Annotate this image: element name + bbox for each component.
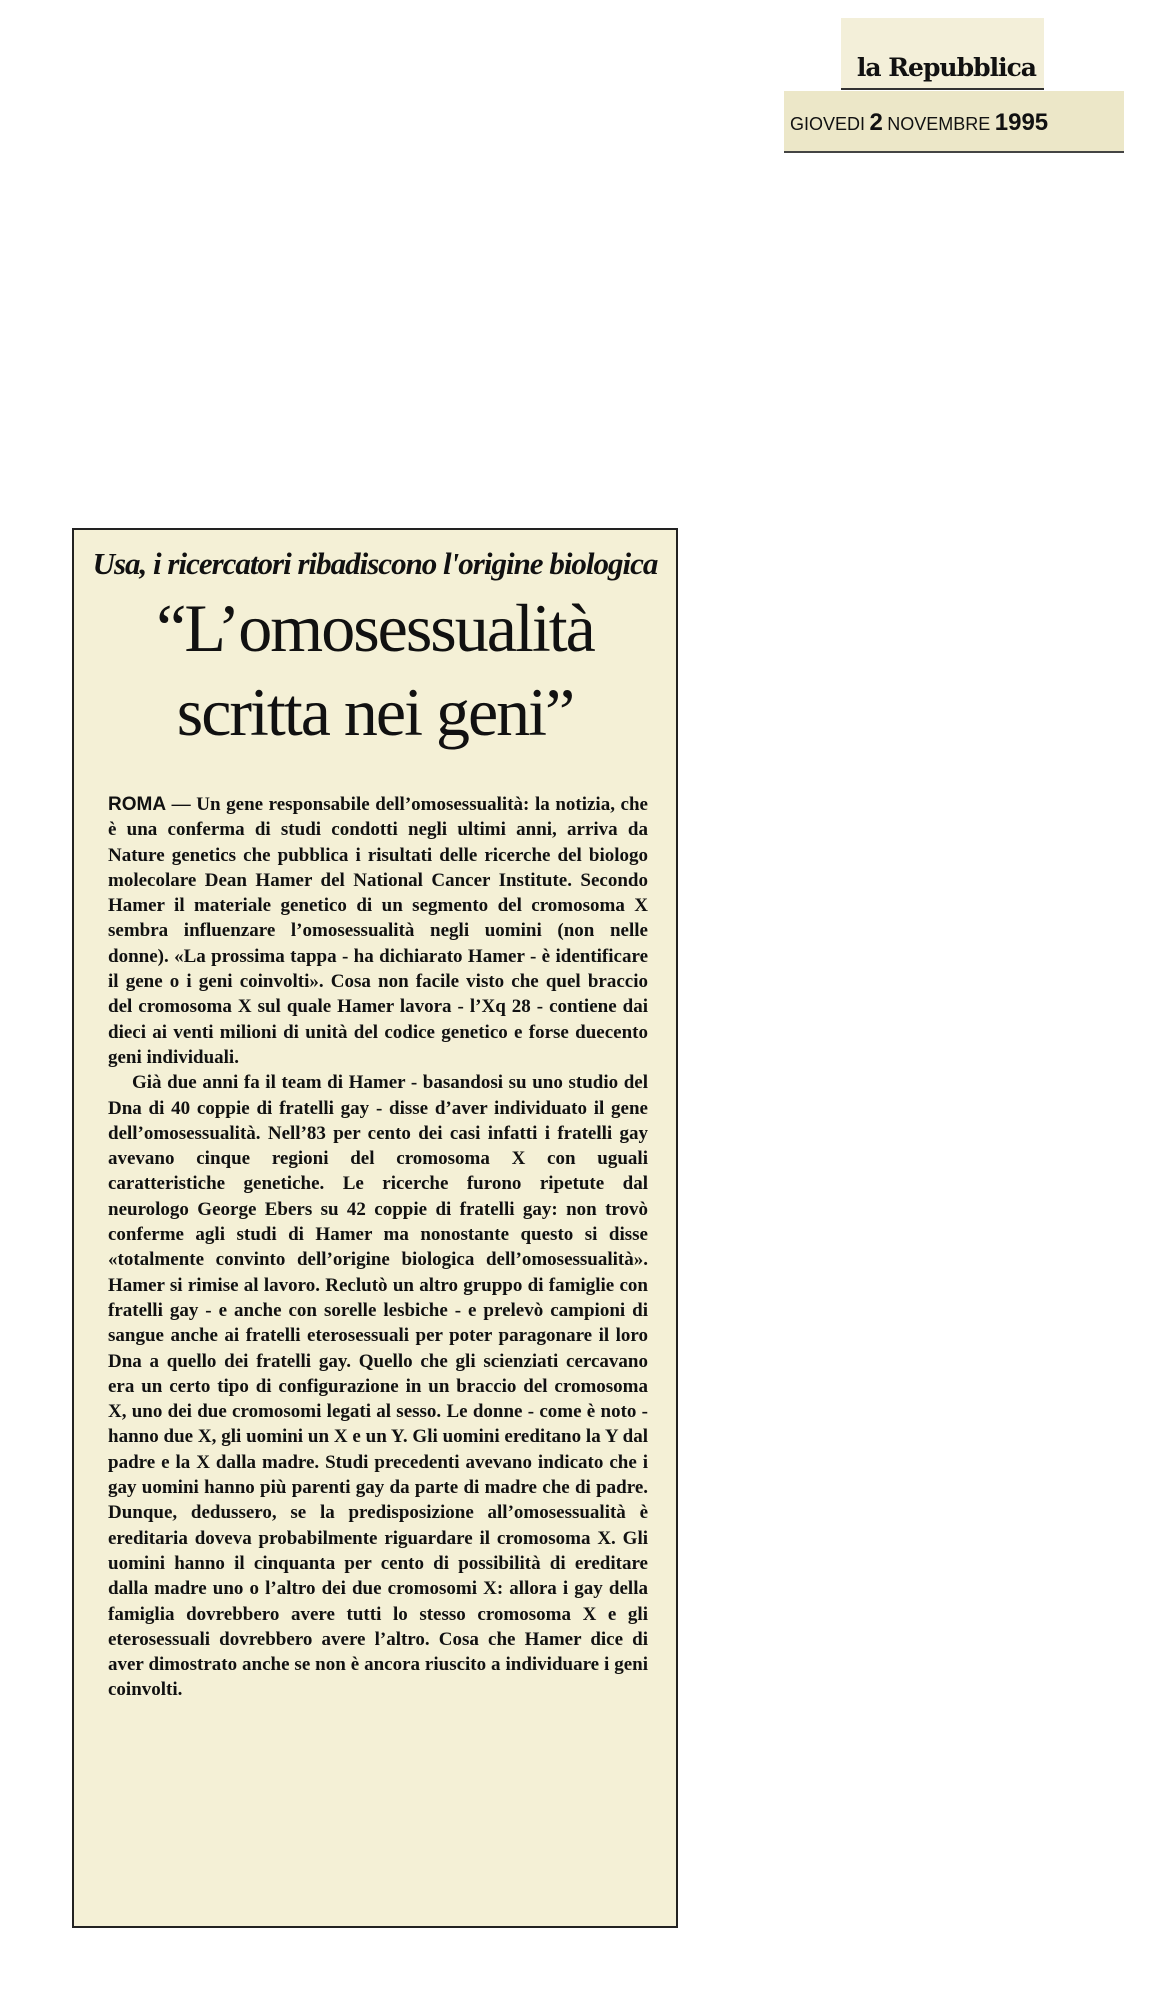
article-paragraph-2: Già due anni fa il team di Hamer - basandosi su uno studio del Dna di 40 coppie di fratelli gay - disse d’aver individuato il gene dell’omosessualità. Nell’83 per cento dei casi infatti i fratelli gay avevano cinque regioni del cromosoma X con uguali caratteristiche genetiche. Le ricerche furono ripetute dal neurologo George Ebers su 42 coppie di fratelli gay: non trovò conferme agli studi di Hamer ma nonostante questo si disse «totalmente convinto dell’origine biologica dell’omosessualità». Hamer si rimise al lavoro. Reclutò un altro gruppo di famiglie con fratelli gay - e anche con sorelle lesbiche - e prelevò campioni di sangue anche ai fratelli eterosessuali per poter paragonare il loro Dna a quello dei fratelli gay. Quello che gli scienziati cercavano era un certo tipo di configurazione in un braccio del cromosoma X, uno dei due cromosomi legati al sesso. Le donne - come è noto - hanno due X, gli uomini un X e un Y. Gli uomini ereditano la Y dal padre e la X dalla madre. Studi precedenti avevano indicato che i gay uomini hanno più parenti gay da parte di madre che di padre. Dunque, dedussero, se la predisposizione all’omosessualità è ereditaria doveva probabilmente riguardare il cromosoma X. Gli uomini hanno il cinquanta per cento di possibilità di ereditare dalla madre uno o l’altro dei due cromosomi X: allora i gay della famiglia dovrebbero avere tutti lo stesso cromosoma X e gli eterosessuali dovrebbero avere l’altro. Cosa che Hamer dice di aver dimostrato anche se non è ancora riuscito a individuare i geni coinvolti. [108, 1072, 648, 1701]
article-headline [74, 586, 676, 754]
newspaper-logo: la Repubblica [856, 53, 1036, 82]
date-day: 2 [869, 109, 883, 136]
logo-strip [841, 18, 1044, 90]
article-clipping [72, 528, 678, 1928]
headline-line-2: scritta nei geni” [176, 674, 574, 750]
article-body [108, 792, 648, 1703]
date-strip [784, 91, 1124, 153]
date-month: NOVEMBRE [887, 114, 991, 134]
paragraph-1-text: — Un gene responsabile dell’omosessualità: la notizia, che è una conferma di studi condotti negli ultimi anni, arriva da Nature genetics che pubblica i risultati delle ricerche del biologo molecolare Dean Hamer del National Cancer Institute. Secondo Hamer il materiale genetico di un segmento del cromosoma X sembra influenzare l’omosessualità negli uomini (non nelle donne). «La prossima tappa - ha dichiarato Hamer - è identificare il gene o i geni coinvolti». Cosa non facile visto che quel braccio del cromosoma X sul quale Hamer lavora - l’Xq 28 - contiene dai dieci ai venti milioni di unità del codice genetico e forse duecento geni individuali. [108, 794, 648, 1068]
publication-date [790, 109, 1048, 137]
article-paragraph-1 [108, 792, 648, 1070]
article-city: ROMA [108, 794, 167, 815]
headline-line-1: “L’omosessualità [156, 590, 594, 666]
date-year: 1995 [994, 109, 1049, 136]
article-kicker: Usa, i ricercatori ribadiscono l'origine biologica [92, 546, 658, 581]
newspaper-masthead-clipping [784, 18, 1124, 166]
date-weekday: GIOVEDI [790, 114, 866, 134]
